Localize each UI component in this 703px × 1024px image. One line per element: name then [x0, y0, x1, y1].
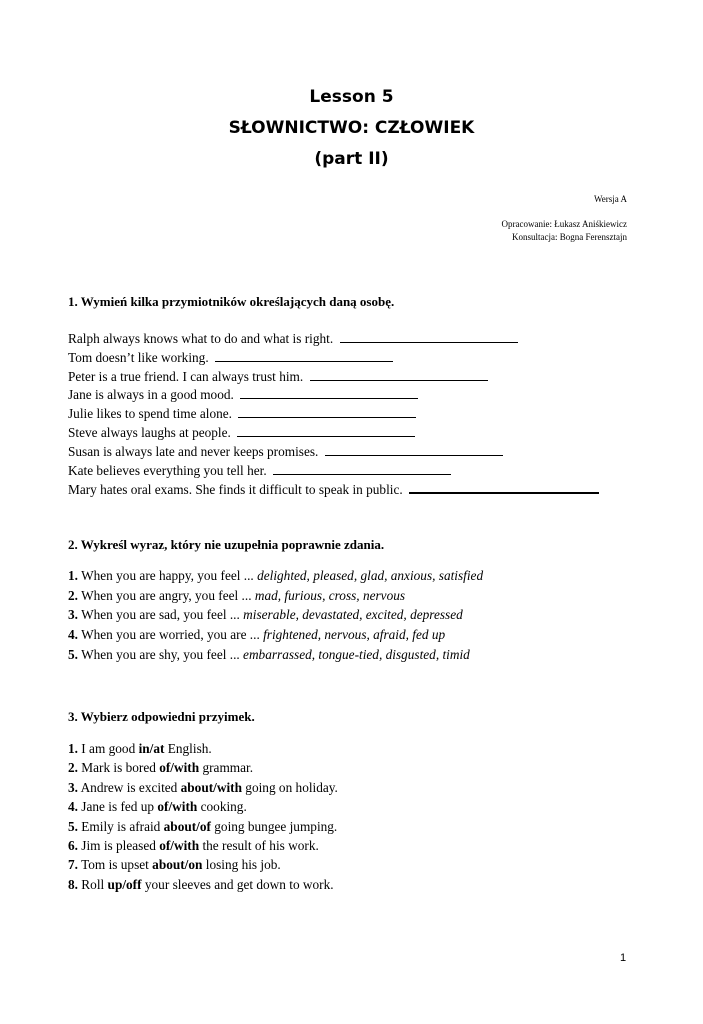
sentence-end: grammar. [199, 760, 254, 776]
sentence: When you are angry, you feel ... [77, 587, 255, 603]
preposition-choice[interactable]: in/at [138, 741, 165, 756]
word-options[interactable]: embarrassed, tongue-tied, disgusted, timid [243, 646, 470, 662]
item-number: 1. [68, 568, 78, 583]
sentence-start: Emily is afraid [77, 818, 164, 834]
sentence: When you are sad, you feel ... [77, 607, 244, 623]
list-item [68, 462, 599, 481]
sentence-start: Tom is upset [77, 857, 153, 873]
answer-blank[interactable] [238, 405, 416, 418]
list-item [68, 330, 599, 349]
answer-blank[interactable] [409, 480, 599, 494]
sentence-end: English. [164, 741, 212, 756]
section-2-list [68, 566, 483, 664]
consultant-line: Konsultacja: Bogna Ferensztajn [512, 232, 627, 242]
item-number: 1. [68, 741, 78, 756]
preposition-choice[interactable]: about/of [163, 818, 211, 834]
list-item [68, 817, 338, 836]
word-options[interactable]: mad, furious, cross, nervous [254, 587, 406, 603]
author-line: Opracowanie: Łukasz Aniśkiewicz [501, 219, 627, 229]
sentence-end: going bungee jumping. [210, 818, 338, 834]
list-item [68, 566, 483, 586]
list-item [68, 586, 483, 606]
list-item [68, 739, 338, 758]
lesson-title: Lesson 5 [309, 87, 394, 107]
item-number: 6. [68, 837, 78, 853]
sentence-start: Jane is fed up [77, 799, 158, 815]
version-label: Wersja A [593, 194, 627, 204]
sentence: When you are shy, you feel ... [77, 646, 244, 662]
sentence: When you are happy, you feel ... [77, 568, 258, 583]
list-item [68, 480, 599, 499]
sentence: Ralph always knows what to do and what is right. [68, 331, 334, 346]
section-3-title: 3. Wybierz odpowiedni przyimek. [68, 709, 255, 724]
sentence: Steve always laughs at people. [68, 424, 231, 440]
sentence-start: Jim is pleased [77, 837, 160, 853]
answer-blank[interactable] [340, 330, 518, 343]
preposition-choice[interactable]: of/with [159, 837, 200, 853]
document-header [0, 82, 703, 175]
preposition-choice[interactable]: up/off [107, 876, 142, 892]
list-item [68, 758, 338, 777]
sentence: Julie likes to spend time alone. [68, 406, 232, 422]
preposition-choice[interactable]: of/with [157, 799, 198, 815]
list-item [68, 778, 338, 797]
sentence: Mary hates oral exams. She finds it difficult to speak in public. [68, 482, 403, 498]
list-item [68, 645, 483, 665]
list-item [68, 405, 599, 424]
list-item [68, 605, 483, 625]
answer-blank[interactable] [215, 349, 393, 362]
word-options[interactable]: delighted, pleased, glad, anxious, satisfied [257, 568, 484, 583]
sentence: Jane is always in a good mood. [68, 387, 234, 403]
word-options[interactable]: frightened, nervous, afraid, fed up [263, 627, 446, 643]
list-item [68, 836, 338, 855]
item-number: 4. [68, 627, 78, 643]
sentence-end: the result of his work. [199, 837, 319, 853]
list-item [68, 368, 599, 387]
sentence-end: cooking. [197, 799, 247, 815]
section-1-title: 1. Wymień kilka przymiotników określających daną osobę. [68, 294, 395, 309]
sentence: Kate believes everything you tell her. [68, 462, 267, 478]
item-number: 4. [68, 799, 78, 815]
section-1-list [68, 330, 599, 499]
section-2-title: 2. Wykreśl wyraz, który nie uzupełnia poprawnie zdania. [68, 537, 385, 552]
item-number: 7. [68, 857, 78, 873]
item-number: 3. [68, 607, 78, 623]
answer-blank[interactable] [273, 462, 451, 475]
item-number: 2. [68, 587, 78, 603]
lesson-part: (part II) [314, 149, 389, 169]
word-options[interactable]: miserable, devastated, excited, depressed [243, 607, 463, 623]
lesson-subtitle: SŁOWNICTWO: CZŁOWIEK [228, 118, 475, 138]
answer-blank[interactable] [240, 386, 418, 399]
sentence: Susan is always late and never keeps promises. [68, 443, 319, 459]
item-number: 5. [68, 646, 78, 662]
answer-blank[interactable] [310, 368, 488, 381]
sentence-end: going on holiday. [241, 779, 338, 795]
item-number: 2. [68, 760, 78, 776]
preposition-choice[interactable]: about/on [152, 857, 203, 873]
list-item [68, 797, 338, 816]
sentence: Tom doesn’t like working. [68, 349, 209, 365]
list-item [68, 875, 338, 894]
list-item [68, 625, 483, 645]
sentence: When you are worried, you are ... [77, 627, 264, 643]
list-item [68, 855, 338, 874]
credits [502, 218, 627, 244]
list-item [68, 443, 599, 462]
sentence-start: Andrew is excited [77, 779, 181, 795]
sentence-start: I am good [77, 741, 139, 756]
sentence-start: Mark is bored [77, 760, 160, 776]
sentence-end: your sleeves and get down to work. [141, 876, 334, 892]
answer-blank[interactable] [237, 424, 415, 437]
answer-blank[interactable] [325, 443, 503, 456]
sentence-end: losing his job. [202, 857, 281, 873]
sentence: Peter is a true friend. I can always trust him. [68, 368, 304, 384]
section-3-list [68, 739, 338, 894]
item-number: 5. [68, 818, 78, 834]
item-number: 3. [68, 779, 78, 795]
item-number: 8. [68, 876, 78, 892]
preposition-choice[interactable]: about/with [180, 779, 242, 795]
list-item [68, 349, 599, 368]
preposition-choice[interactable]: of/with [159, 760, 200, 776]
page-number: 1 [620, 952, 627, 964]
sentence-start: Roll [77, 876, 108, 892]
list-item [68, 386, 599, 405]
list-item [68, 424, 599, 443]
